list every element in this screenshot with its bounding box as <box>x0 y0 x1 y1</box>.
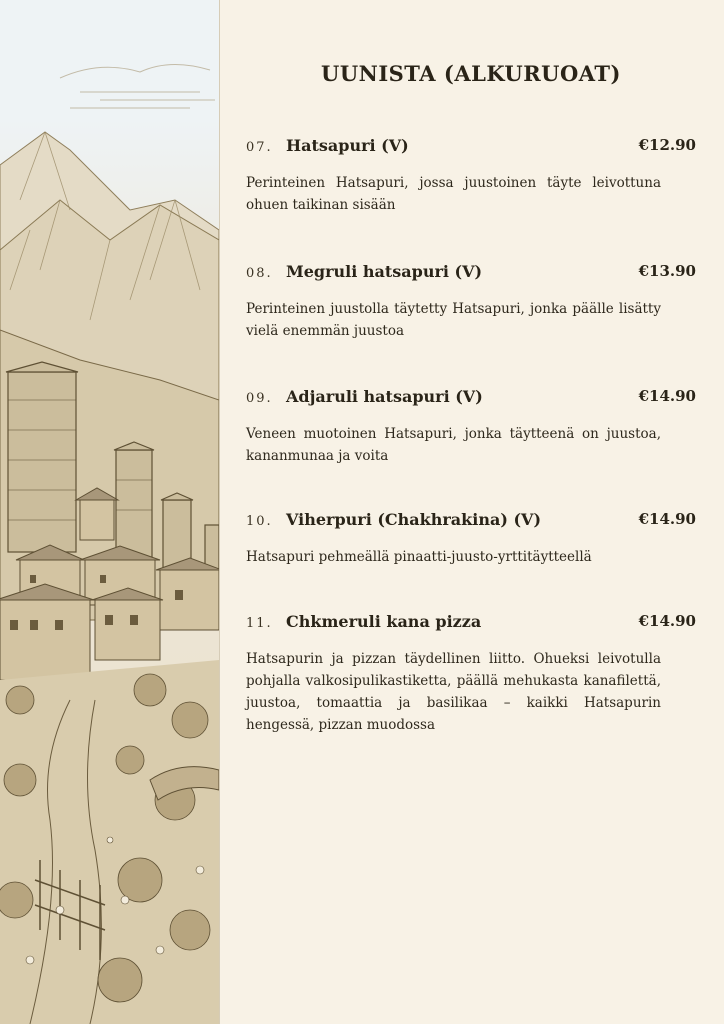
item-description: Perinteinen Hatsapuri, jossa juustoinen täyte leivottuna ohuen taikinan sisään <box>246 175 661 213</box>
item-number: 08. <box>246 266 273 281</box>
item-number: 10. <box>246 514 273 529</box>
item-price: €12.90 <box>638 136 696 154</box>
item-name: Adjaruli hatsapuri (V) <box>286 387 483 406</box>
item-description: Hatsapurin ja pizzan täydellinen liitto. Ohueksi leivotulla pohjalla valkosipulikastiketta, päällä mehukasta kanafilettä, juustoa, tomaattia ja basilikaa – kaikki Hatsapurin hengessä, pizzan muodossa <box>246 651 661 733</box>
menu-item <box>246 510 696 568</box>
menu-item <box>246 612 696 736</box>
menu-item <box>246 136 696 216</box>
item-description: Veneen muotoinen Hatsapuri, jonka täytteenä on juustoa, kananmunaa ja voita <box>246 426 661 464</box>
item-number: 11. <box>246 616 273 631</box>
page-divider <box>219 0 220 1024</box>
mountain-village-illustration <box>0 0 219 1024</box>
item-number: 07. <box>246 140 273 155</box>
item-price: €13.90 <box>638 262 696 280</box>
menu-panel <box>246 0 696 1024</box>
item-price: €14.90 <box>638 612 696 630</box>
item-description: Hatsapuri pehmeällä pinaatti-juusto-yrttitäytteellä <box>246 549 592 565</box>
menu-item <box>246 387 696 467</box>
item-name: Chkmeruli kana pizza <box>286 612 482 631</box>
item-description: Perinteinen juustolla täytetty Hatsapuri, jonka päälle lisätty vielä enemmän juustoa <box>246 301 661 339</box>
item-name: Hatsapuri (V) <box>286 136 409 155</box>
menu-item <box>246 262 696 342</box>
item-price: €14.90 <box>638 387 696 405</box>
sketch-drawing <box>0 0 219 1024</box>
item-price: €14.90 <box>638 510 696 528</box>
page-title: UUNISTA (ALKURUOAT) <box>321 61 621 86</box>
item-name: Viherpuri (Chakhrakina) (V) <box>286 510 542 529</box>
item-number: 09. <box>246 391 273 406</box>
item-name: Megruli hatsapuri (V) <box>286 262 483 281</box>
